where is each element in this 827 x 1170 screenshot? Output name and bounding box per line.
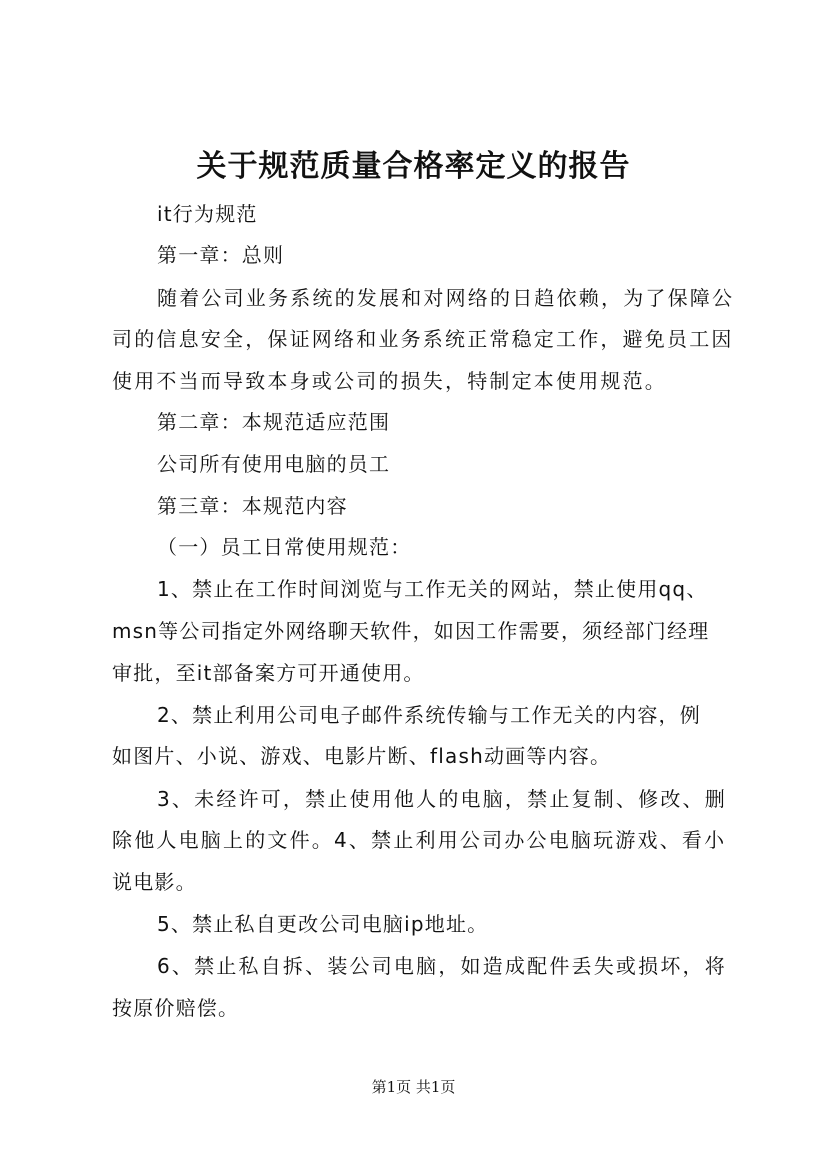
paragraph-line: 审批，至it部备案方可开通使用。 xyxy=(112,661,425,685)
paragraph-line: 司的信息安全，保证网络和业务系统正常稳定工作，避免员工因 xyxy=(112,327,734,351)
paragraph-line: 2、禁止利用公司电子邮件系统传输与工作无关的内容，例 xyxy=(157,703,701,727)
paragraph-line: 使用不当而导致本身或公司的损失，特制定本使用规范。 xyxy=(112,369,667,393)
paragraph-line: 5、禁止私自更改公司电脑ip地址。 xyxy=(157,912,489,936)
document-title: 关于规范质量合格率定义的报告 xyxy=(196,149,631,184)
page-number-footer: 第1页 共1页 xyxy=(371,1078,456,1096)
chapter-heading: 第一章：总则 xyxy=(157,243,285,267)
paragraph-line: 除他人电脑上的文件。4、禁止利用公司办公电脑玩游戏、看小 xyxy=(112,828,727,852)
paragraph-line: 1、禁止在工作时间浏览与工作无关的网站，禁止使用qq、 xyxy=(157,577,708,601)
chapter-heading: 第三章：本规范内容 xyxy=(157,494,348,518)
paragraph-line: 6、禁止私自拆、装公司电脑，如造成配件丢失或损坏，将 xyxy=(157,954,727,978)
paragraph-line: 随着公司业务系统的发展和对网络的日趋依赖，为了保障公 xyxy=(157,286,735,310)
section-title: it行为规范 xyxy=(157,202,258,226)
paragraph-line: 如图片、小说、游戏、电影片断、flash动画等内容。 xyxy=(112,744,612,768)
paragraph-line: 公司所有使用电脑的员工 xyxy=(157,452,391,476)
chapter-heading: 第二章：本规范适应范围 xyxy=(157,410,391,434)
paragraph-line: 说电影。 xyxy=(112,870,197,894)
paragraph-line: msn等公司指定外网络聊天软件，如因工作需要，须经部门经理 xyxy=(112,619,710,643)
paragraph-line: 按原价赔偿。 xyxy=(112,996,240,1020)
subsection-heading: （一）员工日常使用规范： xyxy=(157,535,412,559)
paragraph-line: 3、未经许可，禁止使用他人的电脑，禁止复制、修改、删 xyxy=(157,787,727,811)
